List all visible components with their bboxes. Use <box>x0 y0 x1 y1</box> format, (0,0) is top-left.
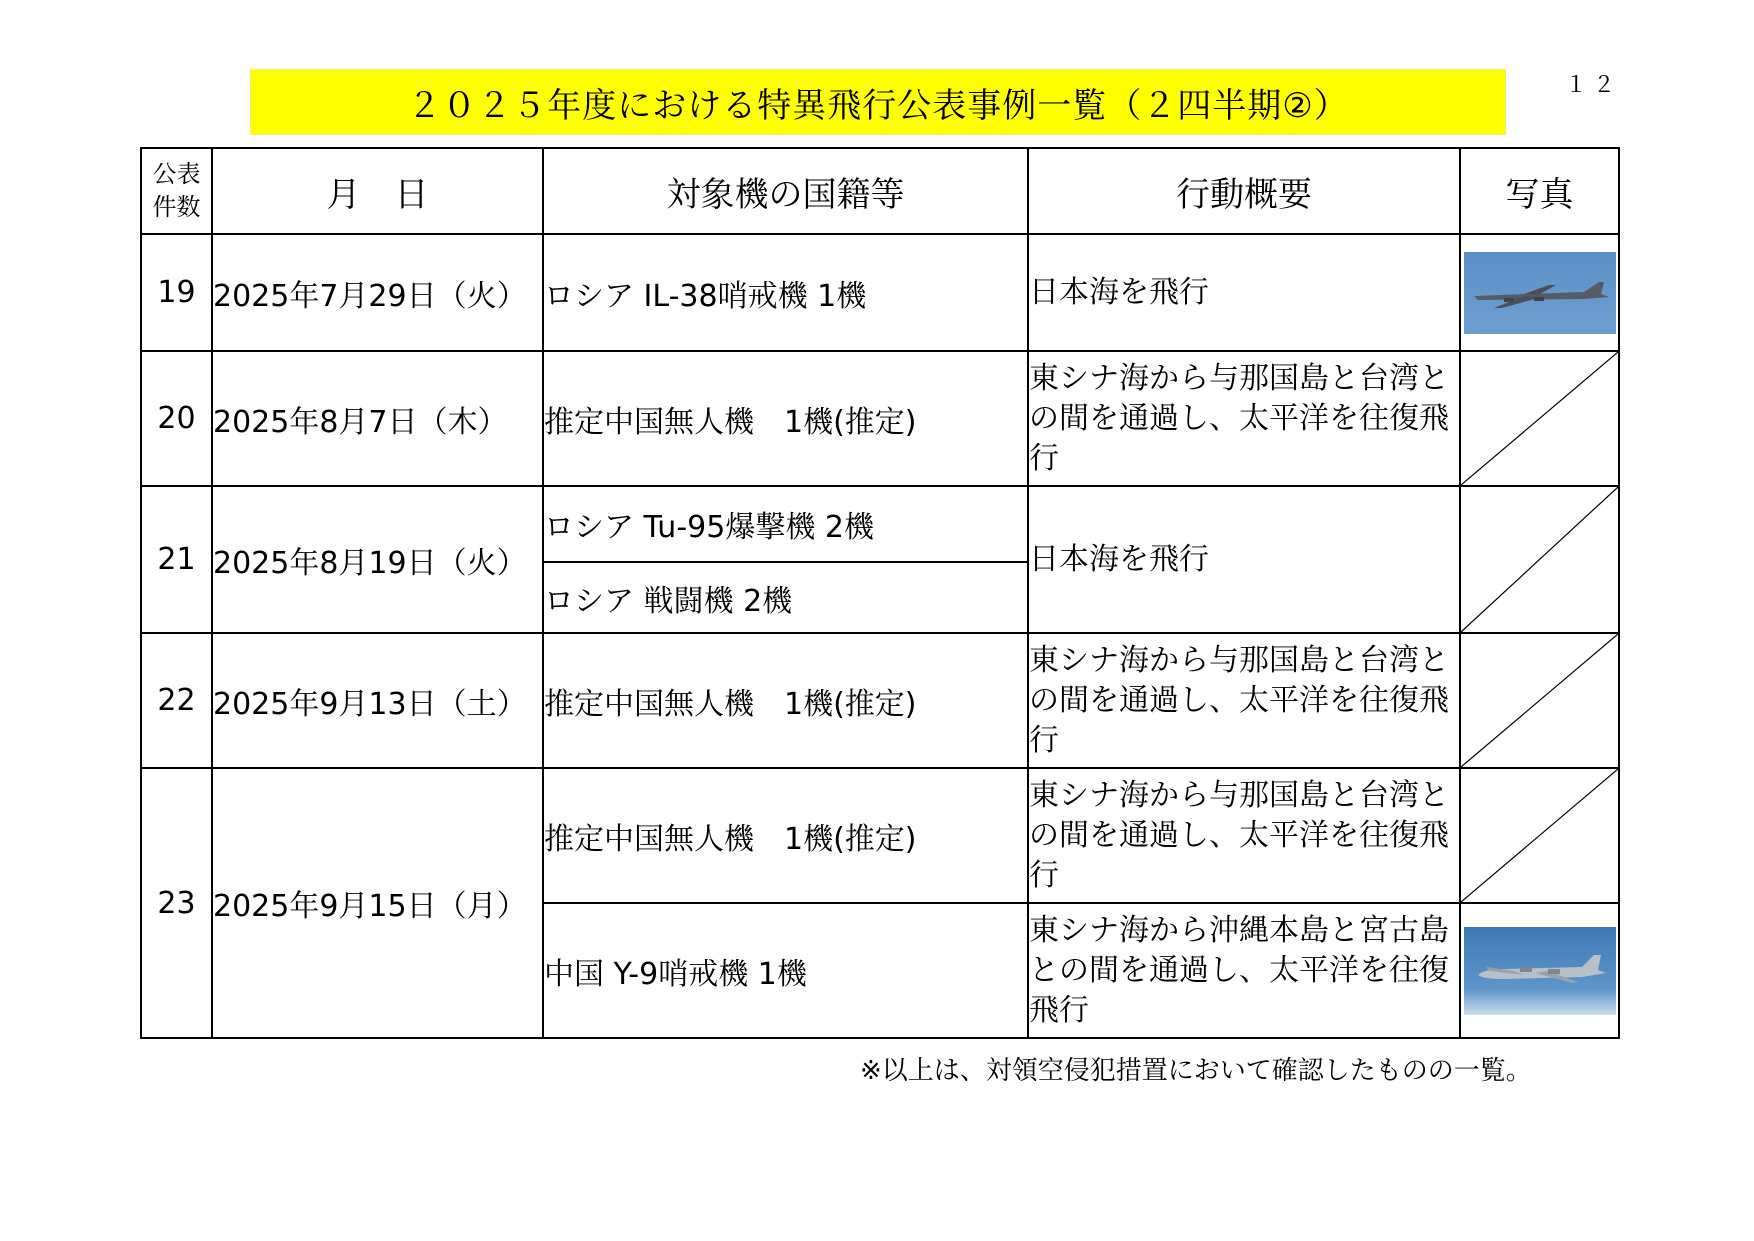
row-number: 23 <box>141 768 212 1038</box>
header-action: 行動概要 <box>1028 148 1460 234</box>
row-photo-empty <box>1460 351 1619 486</box>
row-date: 2025年9月13日（土） <box>212 633 543 768</box>
table-row <box>141 351 1619 486</box>
empty-slash <box>1461 769 1618 902</box>
cases-table <box>140 147 1620 1039</box>
row-date: 2025年9月15日（月） <box>212 768 543 1038</box>
il38-photo <box>1464 252 1616 334</box>
row-photo <box>1460 234 1619 351</box>
row-aircraft: 中国 Y-9哨戒機 1機 <box>543 903 1028 1038</box>
table-row <box>141 633 1619 768</box>
page-title: ２０２５年度における特異飛行公表事例一覧（２四半期②） <box>250 69 1506 135</box>
row-date: 2025年8月19日（火） <box>212 486 543 633</box>
header-count-line1: 公表 <box>152 160 201 188</box>
row-action: 東シナ海から与那国島と台湾との間を通過し、太平洋を往復飛行 <box>1028 768 1460 903</box>
row-aircraft: 推定中国無人機 1機(推定) <box>543 351 1028 486</box>
row-photo <box>1460 903 1619 1038</box>
empty-slash <box>1461 487 1618 632</box>
row-action: 日本海を飛行 <box>1028 234 1460 351</box>
header-date: 月 日 <box>212 148 543 234</box>
header-row <box>141 148 1619 234</box>
row-aircraft: ロシア Tu-95爆撃機 2機 <box>543 486 1028 562</box>
header-aircraft: 対象機の国籍等 <box>543 148 1028 234</box>
row-number: 21 <box>141 486 212 633</box>
footnote: ※以上は、対領空侵犯措置において確認したものの一覧。 <box>860 1056 1532 1086</box>
row-number: 19 <box>141 234 212 351</box>
row-number: 22 <box>141 633 212 768</box>
header-count-line2: 件数 <box>152 193 201 221</box>
row-aircraft: 推定中国無人機 1機(推定) <box>543 768 1028 903</box>
empty-slash <box>1461 634 1618 767</box>
row-photo-empty <box>1460 768 1619 903</box>
row-action: 東シナ海から沖縄本島と宮古島との間を通過し、太平洋を往復飛行 <box>1028 903 1460 1038</box>
table-row <box>141 234 1619 351</box>
table-row <box>141 768 1619 903</box>
header-photo: 写真 <box>1460 148 1619 234</box>
row-action: 東シナ海から与那国島と台湾との間を通過し、太平洋を往復飛行 <box>1028 633 1460 768</box>
row-date: 2025年7月29日（火） <box>212 234 543 351</box>
row-action: 日本海を飛行 <box>1028 486 1460 633</box>
row-aircraft: ロシア IL-38哨戒機 1機 <box>543 234 1028 351</box>
row-photo-empty <box>1460 486 1619 633</box>
row-date: 2025年8月7日（木） <box>212 351 543 486</box>
header-count <box>141 148 212 234</box>
row-number: 20 <box>141 351 212 486</box>
page-number: １２ <box>1565 73 1622 98</box>
empty-slash <box>1461 352 1618 485</box>
row-action: 東シナ海から与那国島と台湾との間を通過し、太平洋を往復飛行 <box>1028 351 1460 486</box>
row-photo-empty <box>1460 633 1619 768</box>
y9-photo <box>1464 927 1616 1015</box>
table-row <box>141 486 1619 562</box>
row-aircraft: ロシア 戦闘機 2機 <box>543 562 1028 633</box>
row-aircraft: 推定中国無人機 1機(推定) <box>543 633 1028 768</box>
